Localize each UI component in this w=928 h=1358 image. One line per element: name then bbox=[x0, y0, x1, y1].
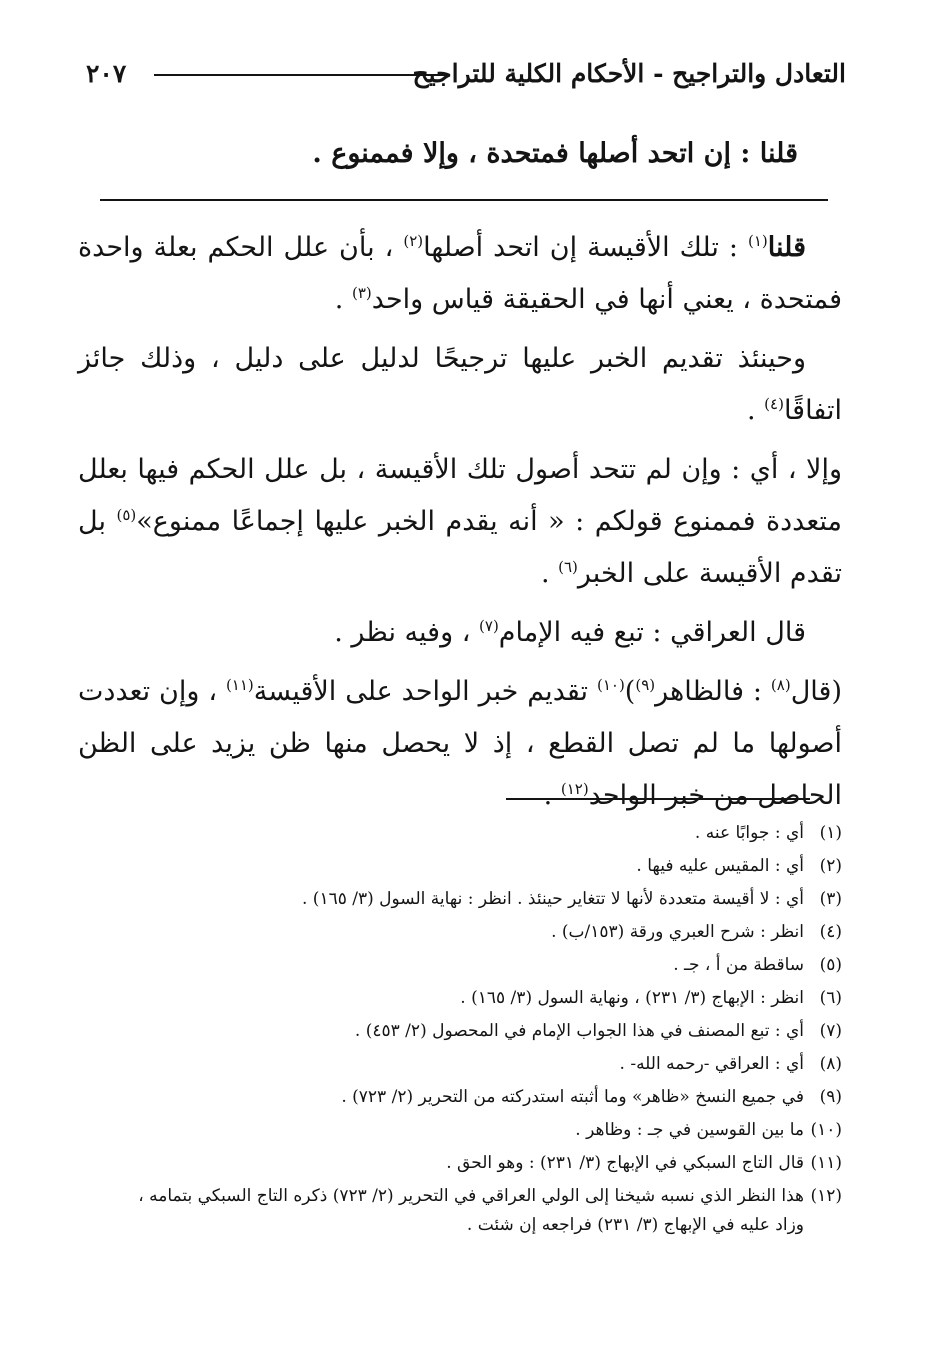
footnote-text: قال التاج السبكي في الإبهاج (٣/ ٢٣١) : وهو الحق . bbox=[446, 1153, 804, 1173]
footnotes-list bbox=[72, 817, 842, 1238]
ref-4: (٤) bbox=[764, 395, 784, 413]
paragraph-text: وإلا ، أي : وإن لم تتحد أصول تلك الأقيسة ، بل علل الحكم فيها بعلل متعددة فممنوع قولكم : « أنه يقدم الخبر عليها إجماعًا ممنوع» bbox=[78, 454, 842, 537]
running-title: التعادل والتراجيح - الأحكام الكلية للتراجيح bbox=[412, 59, 846, 88]
footnote-text: أي : جوابًا عنه . bbox=[694, 823, 804, 843]
ref-9: (٩) bbox=[635, 676, 656, 694]
footnote-number: (٦) bbox=[819, 988, 842, 1008]
footnote-text: ما بين القوسين في جـ : وظاهر . bbox=[575, 1120, 804, 1140]
matn-text bbox=[312, 128, 798, 180]
ref-3: (٣) bbox=[351, 284, 372, 302]
ref-1: (١) bbox=[747, 232, 768, 250]
ref-11: (١١) bbox=[225, 676, 254, 694]
paragraph-text: . bbox=[540, 558, 550, 589]
header-rule bbox=[154, 74, 448, 76]
ref-8: (٨) bbox=[770, 676, 791, 694]
paragraph-3 bbox=[78, 444, 842, 600]
paragraph-text: : تلك الأقيسة إن اتحد أصلها bbox=[423, 232, 738, 263]
ref-12: (١٢) bbox=[560, 780, 589, 798]
paragraph-text: . bbox=[543, 780, 553, 811]
footnote-item bbox=[72, 850, 842, 883]
footnote-number: (١٠) bbox=[810, 1120, 842, 1140]
ref-6: (٦) bbox=[558, 558, 578, 576]
paragraph-text: بل تقدم الأقيسة على الخبر bbox=[78, 506, 842, 589]
footnote-item bbox=[72, 1180, 842, 1238]
footnote-number: (٣) bbox=[819, 889, 842, 909]
paragraph-text: (قال bbox=[790, 676, 842, 707]
page-number: ٢٠٧ bbox=[86, 59, 127, 88]
footnote-number: (٧) bbox=[819, 1021, 842, 1041]
ref-7: (٧) bbox=[479, 617, 499, 635]
footnote-text: أي : لا أقيسة متعددة لأنها لا تتغاير حينئذ . انظر : نهاية السول (٣/ ١٦٥) . bbox=[302, 889, 804, 909]
footnote-number: (٨) bbox=[819, 1054, 842, 1074]
page-header bbox=[80, 52, 846, 96]
footnote-separator-rule bbox=[506, 798, 810, 800]
footnote-item bbox=[72, 1114, 842, 1147]
footnote-text: في جميع النسخ «ظاهر» وما أثبته استدركته من التحرير (٢/ ٧٢٣) . bbox=[341, 1087, 804, 1107]
footnote-item bbox=[72, 1015, 842, 1048]
paragraph-text: . bbox=[746, 395, 756, 426]
paragraph-text: ، وفيه نظر . bbox=[334, 617, 471, 648]
footnote-text: انظر : شرح العبري ورقة (١٥٣/ب) . bbox=[551, 922, 804, 942]
paragraph-text: ) bbox=[624, 676, 636, 707]
ref-5: (٥) bbox=[116, 506, 137, 524]
footnote-text: هذا النظر الذي نسبه شيخنا إلى الولي العراقي في التحرير (٢/ ٧٢٣) ذكره التاج السبكي بتمامه ، bbox=[138, 1186, 804, 1206]
matn-label: قلنا bbox=[759, 138, 798, 169]
footnote-number: (١٢) bbox=[810, 1186, 842, 1206]
footnote-text: انظر : الإبهاج (٣/ ٢٣١) ، ونهاية السول (٣/ ١٦٥) . bbox=[460, 988, 804, 1008]
footnote-item bbox=[72, 916, 842, 949]
footnote-number: (١١) bbox=[810, 1153, 842, 1173]
footnote-number: (٥) bbox=[819, 955, 842, 975]
paragraph-text: وحينئذ تقديم الخبر عليها ترجيحًا لدليل على دليل ، وذلك جائز اتفاقًا bbox=[78, 343, 842, 426]
footnote-item bbox=[72, 883, 842, 916]
footnote-item bbox=[72, 949, 842, 982]
footnote-item bbox=[72, 1147, 842, 1180]
footnote-number: (٤) bbox=[819, 922, 842, 942]
paragraph-text: تقديم خبر الواحد على الأقيسة bbox=[253, 676, 589, 707]
footnote-number: (٢) bbox=[819, 856, 842, 876]
paragraph-text: ، بأن علل الحكم بعلة واحدة فمتحدة ، يعني أنها في الحقيقة قياس واحد bbox=[78, 232, 842, 315]
matn-separator-rule bbox=[100, 199, 828, 201]
footnote-text: ساقطة من أ ، جـ . bbox=[673, 955, 804, 975]
footnote-item bbox=[72, 982, 842, 1015]
footnote-text: أي : المقيس عليه فيها . bbox=[636, 856, 804, 876]
paragraph-1 bbox=[78, 222, 842, 326]
paragraph-2 bbox=[78, 333, 842, 437]
footnote-text: أي : العراقي -رحمه الله- . bbox=[619, 1054, 804, 1074]
paragraph-text: قال العراقي : تبع فيه الإمام bbox=[498, 617, 806, 648]
paragraph-text: ، وإن تعددت أصولها ما لم تصل القطع ، إذ لا يحصل منها ظن يزيد على الظن الحاصل من خبر الواحد bbox=[78, 676, 842, 811]
matn-body: : إن اتحد أصلها فمتحدة ، وإلا فممنوع . bbox=[312, 138, 751, 169]
paragraph-text: . bbox=[334, 284, 344, 315]
footnote-number: (١) bbox=[819, 823, 842, 843]
paragraph-text: : فالظاهر bbox=[655, 676, 762, 707]
footnote-text: أي : تبع المصنف في هذا الجواب الإمام في المحصول (٢/ ٤٥٣) . bbox=[354, 1021, 804, 1041]
footnote-number: (٩) bbox=[819, 1087, 842, 1107]
footnote-item bbox=[72, 817, 842, 850]
ref-2: (٢) bbox=[403, 232, 424, 250]
ref-10: (١٠) bbox=[596, 676, 625, 694]
footnote-item bbox=[72, 1048, 842, 1081]
paragraph-4 bbox=[78, 607, 842, 659]
footnote-item bbox=[72, 1081, 842, 1114]
commentary-text bbox=[78, 222, 842, 829]
footnote-continuation: وزاد عليه في الإبهاج (٣/ ٢٣١) فراجعه إن شئت . bbox=[466, 1215, 804, 1235]
qulna-label: قلنا bbox=[767, 232, 806, 263]
